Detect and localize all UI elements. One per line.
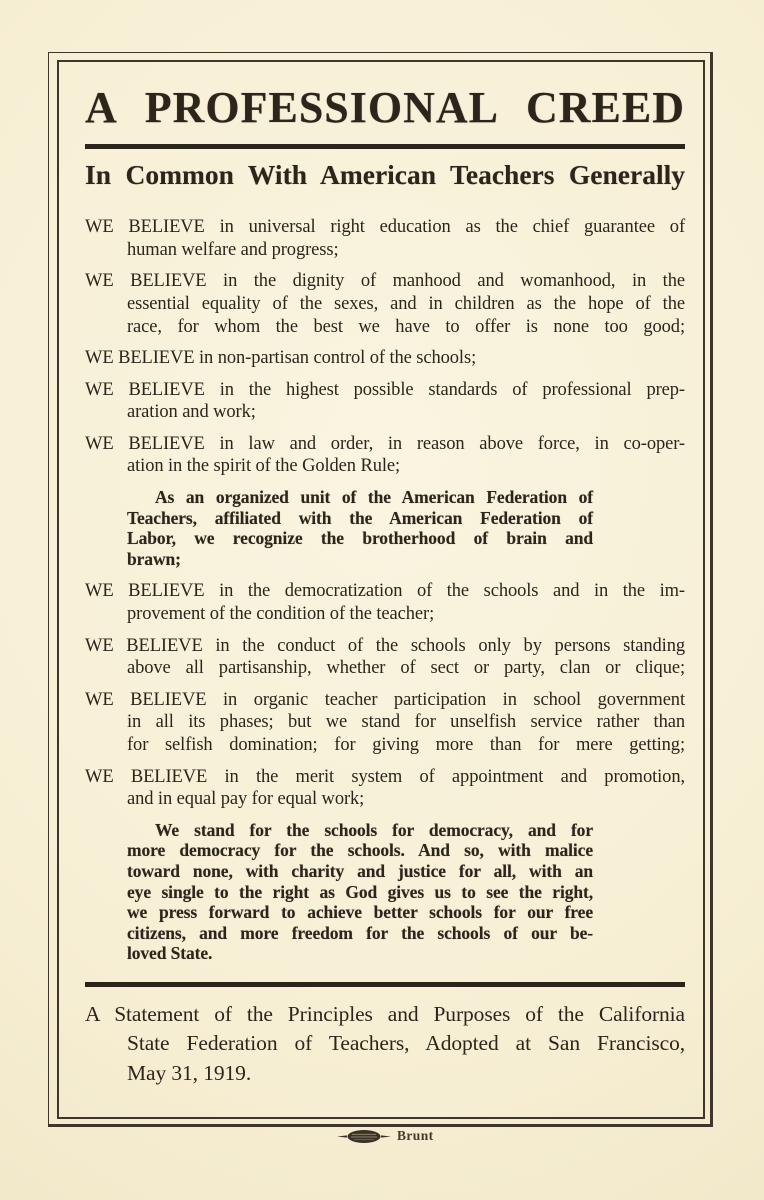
belief-line: WE BELIEVE in the highest possible standards of professional prep-	[85, 379, 685, 400]
emphasis-line: Labor, we recognize the brotherhood of brain and	[127, 528, 593, 549]
emphasis-line: we press forward to achieve better schools for our free	[127, 902, 593, 923]
belief-line: aration and work;	[127, 402, 256, 423]
creed-body	[85, 216, 685, 964]
title-double-rule	[85, 144, 685, 149]
belief-line: WE BELIEVE in the dignity of manhood and womanhood, in the	[85, 271, 685, 292]
document-content	[85, 84, 685, 1088]
creed-paragraph-8	[85, 635, 685, 680]
belief-line: human welfare and progress;	[127, 239, 339, 260]
creed-paragraph-5	[85, 433, 685, 478]
belief-line: WE BELIEVE in universal right education as the chief guarantee of	[85, 217, 685, 238]
creed-paragraph-6	[127, 487, 593, 569]
creed-paragraph-4	[85, 379, 685, 424]
page-subtitle: In Common With American Teachers Generally	[85, 158, 685, 190]
belief-line: essential equality of the sexes, and in children as the hope of the	[127, 293, 685, 314]
belief-line: WE BELIEVE in the democratization of the schools and in the im-	[85, 581, 685, 602]
belief-line: WE BELIEVE in the conduct of the schools only by persons standing	[85, 635, 685, 656]
printer-mark-label: Brunt	[397, 1128, 434, 1143]
creed-paragraph-7	[85, 580, 685, 625]
closing-statement	[85, 1000, 685, 1089]
emphasis-line: As an organized unit of the American Federation of	[155, 487, 593, 508]
belief-line: and in equal pay for equal work;	[127, 789, 365, 810]
belief-line: race, for whom the best we have to offer is none too good;	[127, 316, 685, 337]
emphasis-line: more democracy for the schools. And so, with malice	[127, 840, 593, 861]
emphasis-line: citizens, and more freedom for the schools of our be-	[127, 922, 593, 943]
emphasis-line: eye single to the right as God gives us to see the right,	[127, 881, 593, 902]
allied-printing-union-bug-icon	[336, 1129, 392, 1144]
belief-line: provement of the condition of the teacher;	[127, 604, 435, 625]
emphasis-line: brawn;	[127, 548, 181, 569]
emphasis-line: Teachers, affiliated with the American Federation of	[127, 507, 593, 528]
belief-line: WE BELIEVE in the merit system of appointment and promotion,	[85, 766, 685, 787]
belief-line: in all its phases; but we stand for unselfish service rather than	[127, 712, 685, 733]
creed-paragraph-9	[85, 689, 685, 757]
belief-line: ation in the spirit of the Golden Rule;	[127, 456, 401, 477]
creed-paragraph-11	[127, 820, 593, 964]
creed-paragraph-2	[85, 270, 685, 338]
belief-line: above all partisanship, whether of sect or party, clan or clique;	[127, 658, 685, 679]
creed-paragraph-10	[85, 766, 685, 811]
closing-line: State Federation of Teachers, Adopted at San Francisco,	[127, 1031, 685, 1056]
belief-line: for selfish domination; for giving more than for mere getting;	[127, 735, 685, 756]
emphasis-line: We stand for the schools for democracy, and for	[155, 819, 593, 840]
creed-paragraph-1	[85, 216, 685, 261]
closing-line: A Statement of the Principles and Purposes of the California	[85, 1001, 685, 1026]
belief-line: WE BELIEVE in non-partisan control of the schools;	[85, 348, 477, 369]
creed-paragraph-3	[85, 347, 685, 370]
emphasis-line: loved State.	[127, 943, 213, 964]
printer-mark	[336, 1128, 434, 1144]
page-title: A PROFESSIONAL CREED	[85, 83, 685, 132]
belief-line: WE BELIEVE in law and order, in reason above force, in co-oper-	[85, 433, 685, 454]
closing-double-rule	[85, 982, 685, 987]
emphasis-line: toward none, with charity and justice for all, with an	[127, 860, 593, 881]
closing-line: May 31, 1919.	[127, 1060, 252, 1085]
belief-line: WE BELIEVE in organic teacher participation in school government	[85, 689, 685, 710]
